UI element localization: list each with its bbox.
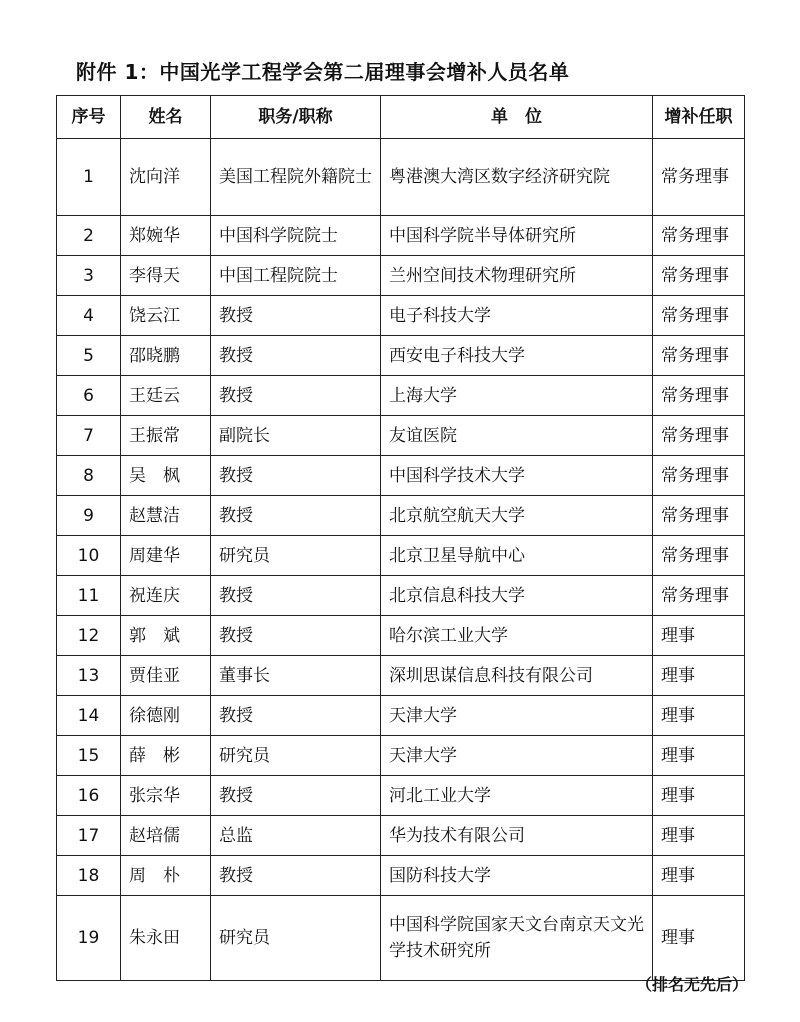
- header-role: 增补任职: [653, 96, 745, 139]
- cell-no: 19: [57, 896, 121, 981]
- cell-unit: 深圳思谋信息科技有限公司: [381, 656, 653, 696]
- cell-name: 朱永田: [121, 896, 211, 981]
- table-row: [57, 376, 745, 416]
- header-no: 序号: [57, 96, 121, 139]
- cell-no: 2: [57, 216, 121, 256]
- cell-role: 常务理事: [653, 139, 745, 216]
- cell-no: 17: [57, 816, 121, 856]
- cell-no: 1: [57, 139, 121, 216]
- table-row: [57, 456, 745, 496]
- cell-name: 王振常: [121, 416, 211, 456]
- cell-no: 18: [57, 856, 121, 896]
- header-position: 职务/职称: [211, 96, 381, 139]
- cell-position: 教授: [211, 376, 381, 416]
- cell-no: 16: [57, 776, 121, 816]
- table-row: [57, 896, 745, 981]
- cell-name: 沈向洋: [121, 139, 211, 216]
- cell-position: 研究员: [211, 736, 381, 776]
- cell-name: 薛 彬: [121, 736, 211, 776]
- cell-no: 9: [57, 496, 121, 536]
- cell-unit: 中国科学院国家天文台南京天文光学技术研究所: [381, 896, 653, 981]
- cell-no: 8: [57, 456, 121, 496]
- cell-unit: 粤港澳大湾区数字经济研究院: [381, 139, 653, 216]
- cell-position: 研究员: [211, 536, 381, 576]
- cell-name: 赵培儒: [121, 816, 211, 856]
- cell-unit: 北京航空航天大学: [381, 496, 653, 536]
- cell-name: 饶云江: [121, 296, 211, 336]
- cell-role: 常务理事: [653, 336, 745, 376]
- cell-role: 常务理事: [653, 576, 745, 616]
- cell-unit: 北京卫星导航中心: [381, 536, 653, 576]
- cell-role: 理事: [653, 816, 745, 856]
- cell-role: 理事: [653, 616, 745, 656]
- cell-no: 4: [57, 296, 121, 336]
- cell-position: 教授: [211, 776, 381, 816]
- cell-name: 吴 枫: [121, 456, 211, 496]
- cell-position: 教授: [211, 336, 381, 376]
- table-row: [57, 616, 745, 656]
- table-row: [57, 856, 745, 896]
- table-row: [57, 776, 745, 816]
- cell-unit: 上海大学: [381, 376, 653, 416]
- cell-unit: 中国科学技术大学: [381, 456, 653, 496]
- cell-unit: 国防科技大学: [381, 856, 653, 896]
- table-row: [57, 296, 745, 336]
- ranking-note: （排名无先后）: [635, 975, 748, 994]
- cell-role: 常务理事: [653, 256, 745, 296]
- cell-name: 李得天: [121, 256, 211, 296]
- cell-position: 美国工程院外籍院士: [211, 139, 381, 216]
- cell-no: 6: [57, 376, 121, 416]
- cell-role: 理事: [653, 736, 745, 776]
- cell-role: 理事: [653, 656, 745, 696]
- table-row: [57, 696, 745, 736]
- cell-role: 常务理事: [653, 536, 745, 576]
- cell-name: 郑婉华: [121, 216, 211, 256]
- cell-unit: 电子科技大学: [381, 296, 653, 336]
- cell-unit: 天津大学: [381, 736, 653, 776]
- cell-position: 教授: [211, 856, 381, 896]
- cell-unit: 北京信息科技大学: [381, 576, 653, 616]
- cell-position: 教授: [211, 456, 381, 496]
- table-row: [57, 816, 745, 856]
- cell-name: 徐德刚: [121, 696, 211, 736]
- table-row: [57, 656, 745, 696]
- table-row: [57, 736, 745, 776]
- table-row: [57, 216, 745, 256]
- cell-position: 总监: [211, 816, 381, 856]
- cell-position: 董事长: [211, 656, 381, 696]
- table-row: [57, 416, 745, 456]
- cell-name: 周 朴: [121, 856, 211, 896]
- cell-no: 14: [57, 696, 121, 736]
- cell-name: 郭 斌: [121, 616, 211, 656]
- cell-role: 常务理事: [653, 456, 745, 496]
- cell-no: 10: [57, 536, 121, 576]
- cell-unit: 西安电子科技大学: [381, 336, 653, 376]
- cell-position: 教授: [211, 576, 381, 616]
- cell-no: 11: [57, 576, 121, 616]
- cell-position: 副院长: [211, 416, 381, 456]
- cell-position: 教授: [211, 616, 381, 656]
- cell-unit: 河北工业大学: [381, 776, 653, 816]
- roster-body: [57, 139, 745, 981]
- cell-position: 中国工程院院士: [211, 256, 381, 296]
- cell-name: 邵晓鹏: [121, 336, 211, 376]
- cell-unit: 天津大学: [381, 696, 653, 736]
- cell-position: 研究员: [211, 896, 381, 981]
- cell-role: 常务理事: [653, 416, 745, 456]
- cell-name: 周建华: [121, 536, 211, 576]
- cell-name: 张宗华: [121, 776, 211, 816]
- cell-role: 理事: [653, 856, 745, 896]
- cell-name: 祝连庆: [121, 576, 211, 616]
- cell-position: 教授: [211, 296, 381, 336]
- cell-no: 12: [57, 616, 121, 656]
- cell-no: 3: [57, 256, 121, 296]
- cell-unit: 友谊医院: [381, 416, 653, 456]
- cell-position: 教授: [211, 696, 381, 736]
- table-header-row: [57, 96, 745, 139]
- cell-role: 常务理事: [653, 496, 745, 536]
- table-row: [57, 336, 745, 376]
- cell-role: 理事: [653, 696, 745, 736]
- header-unit: 单 位: [381, 96, 653, 139]
- cell-position: 教授: [211, 496, 381, 536]
- cell-name: 赵慧洁: [121, 496, 211, 536]
- cell-name: 贾佳亚: [121, 656, 211, 696]
- cell-unit: 华为技术有限公司: [381, 816, 653, 856]
- table-row: [57, 256, 745, 296]
- cell-no: 13: [57, 656, 121, 696]
- table-row: [57, 536, 745, 576]
- cell-name: 王廷云: [121, 376, 211, 416]
- cell-no: 15: [57, 736, 121, 776]
- cell-role: 常务理事: [653, 216, 745, 256]
- cell-unit: 兰州空间技术物理研究所: [381, 256, 653, 296]
- cell-role: 常务理事: [653, 376, 745, 416]
- document-title: 附件 1：中国光学工程学会第二届理事会增补人员名单: [76, 60, 570, 84]
- header-name: 姓名: [121, 96, 211, 139]
- cell-no: 5: [57, 336, 121, 376]
- cell-role: 理事: [653, 776, 745, 816]
- table-row: [57, 139, 745, 216]
- cell-unit: 中国科学院半导体研究所: [381, 216, 653, 256]
- cell-no: 7: [57, 416, 121, 456]
- cell-role: 理事: [653, 896, 745, 981]
- table-row: [57, 496, 745, 536]
- cell-unit: 哈尔滨工业大学: [381, 616, 653, 656]
- cell-position: 中国科学院院士: [211, 216, 381, 256]
- cell-role: 常务理事: [653, 296, 745, 336]
- roster-table: [56, 95, 745, 981]
- table-row: [57, 576, 745, 616]
